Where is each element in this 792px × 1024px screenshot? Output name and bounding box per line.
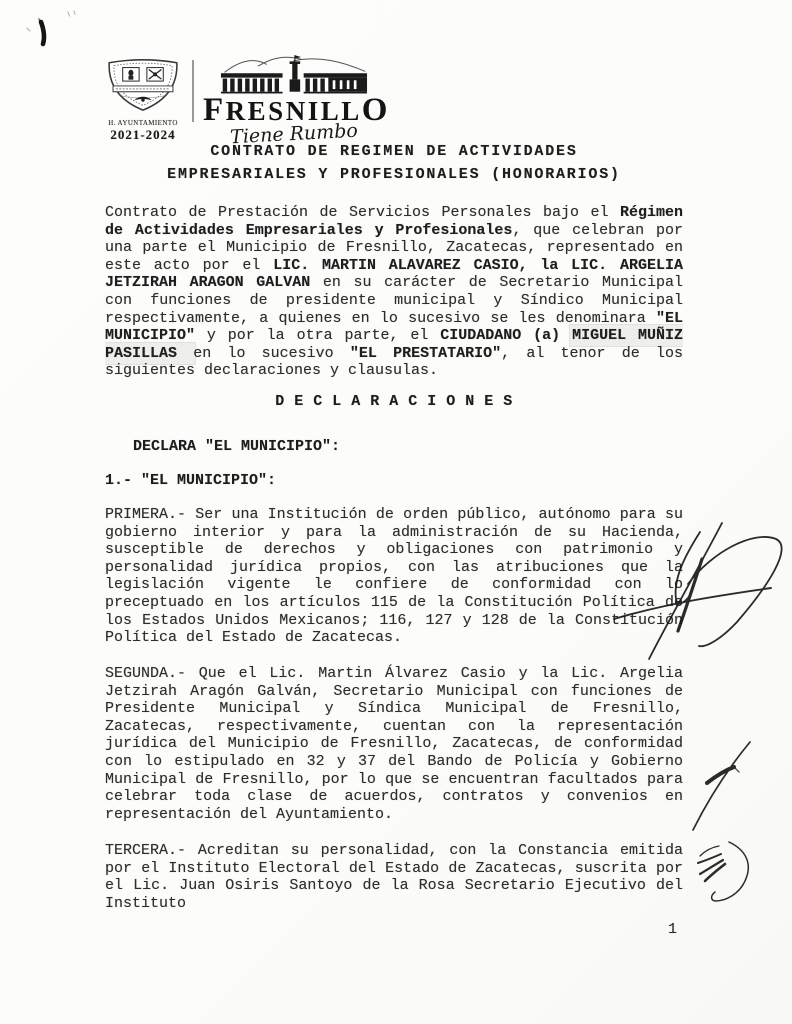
document-title <box>105 140 683 186</box>
declara-municipio-heading: DECLARA "EL MUNICIPIO": <box>133 438 341 455</box>
fresnillo-wordmark: FRESNILLO <box>203 92 390 128</box>
header-divider <box>192 60 194 122</box>
declaraciones-heading: D E C L A R A C I O N E S <box>275 393 513 410</box>
margin-slash-mark <box>693 742 750 830</box>
segunda-paragraph: SEGUNDA.- Que el Lic. Martin Álvarez Casio y la Lic. Argelia Jetzirah Aragón Galván, Secretario Municipal con funciones de Presidente Municipal y Síndica Municipal de Fresnillo, Zacatecas, respectivamente, cuentan con la representación jurídica del Municipio de Fresnillo, Zacatecas, de conformidad con lo estipulado en 32 y 37 del Bando de Policía y Gobierno Municipal de Fresnillo, por lo que se encuentran facultados para celebrar toda clase de acuerdos, contratos y convenios en representación del Ayuntamiento. <box>105 665 683 823</box>
fresnillo-logo <box>203 53 390 149</box>
fresnillo-tagline: Tiene Rumbo <box>229 119 359 149</box>
primera-paragraph: PRIMERA.- Ser una Institución de orden público, autónomo para su gobierno interior y para la administración de su Hacienda, susceptible de derechos y obligaciones con patrimonio y personalidad jurídica propios, con las atribuciones que la legislación vigente le confiere de conformidad con lo preceptuado en los artículos 115 de la Constitución Política de los Estados Unidos Mexicanos; 116, 127 y 128 de la Constitución Política del Estado de Zacatecas. <box>105 506 683 647</box>
page-number: 1 <box>668 921 678 938</box>
fresnillo-skyline-icon <box>205 53 383 97</box>
margin-initials-mark <box>698 842 748 901</box>
tercera-paragraph: TERCERA.- Acreditan su personalidad, con la Constancia emitida por el Instituto Electoral del Estado de Zacatecas, suscrita por el Lic. Juan Osiris Santoyo de la Rosa Secretario Ejecutivo del Instituto <box>105 842 683 912</box>
corner-ink-blot-mark <box>0 0 120 60</box>
crest-caption: H. AYUNTAMIENTO <box>108 119 178 127</box>
document-title-line2: EMPRESARIALES Y PROFESIONALES (HONORARIOS) <box>167 166 621 183</box>
municipal-crest <box>97 55 189 143</box>
crest-shield-icon <box>98 55 188 113</box>
document-title-line1: CONTRATO DE REGIMEN DE ACTIVIDADES <box>210 143 578 160</box>
clause-1-heading: 1.- "EL MUNICIPIO": <box>105 472 277 489</box>
crest-term-years: 2021-2024 <box>110 127 176 142</box>
intro-paragraph: Contrato de Prestación de Servicios Personales bajo el Régimen de Actividades Empresariales y Profesionales, que celebran por una parte el Municipio de Fresnillo, Zacatecas, representado en este acto por el LIC. MARTIN ALAVAREZ CASIO, la LIC. ARGELIA JETZIRAH ARAGON GALVAN en su carácter de Secretario Municipal con funciones de presidente municipal y Síndico Municipal respectivamente, a quienes en lo sucesivo se les denominara "EL MUNICIPIO" y por la otra parte, el CIUDADANO (a) MIGUEL MUÑIZ PASILLAS en lo sucesivo "EL PRESTATARIO", al tenor de los siguientes declaraciones y clausulas. <box>105 204 683 380</box>
